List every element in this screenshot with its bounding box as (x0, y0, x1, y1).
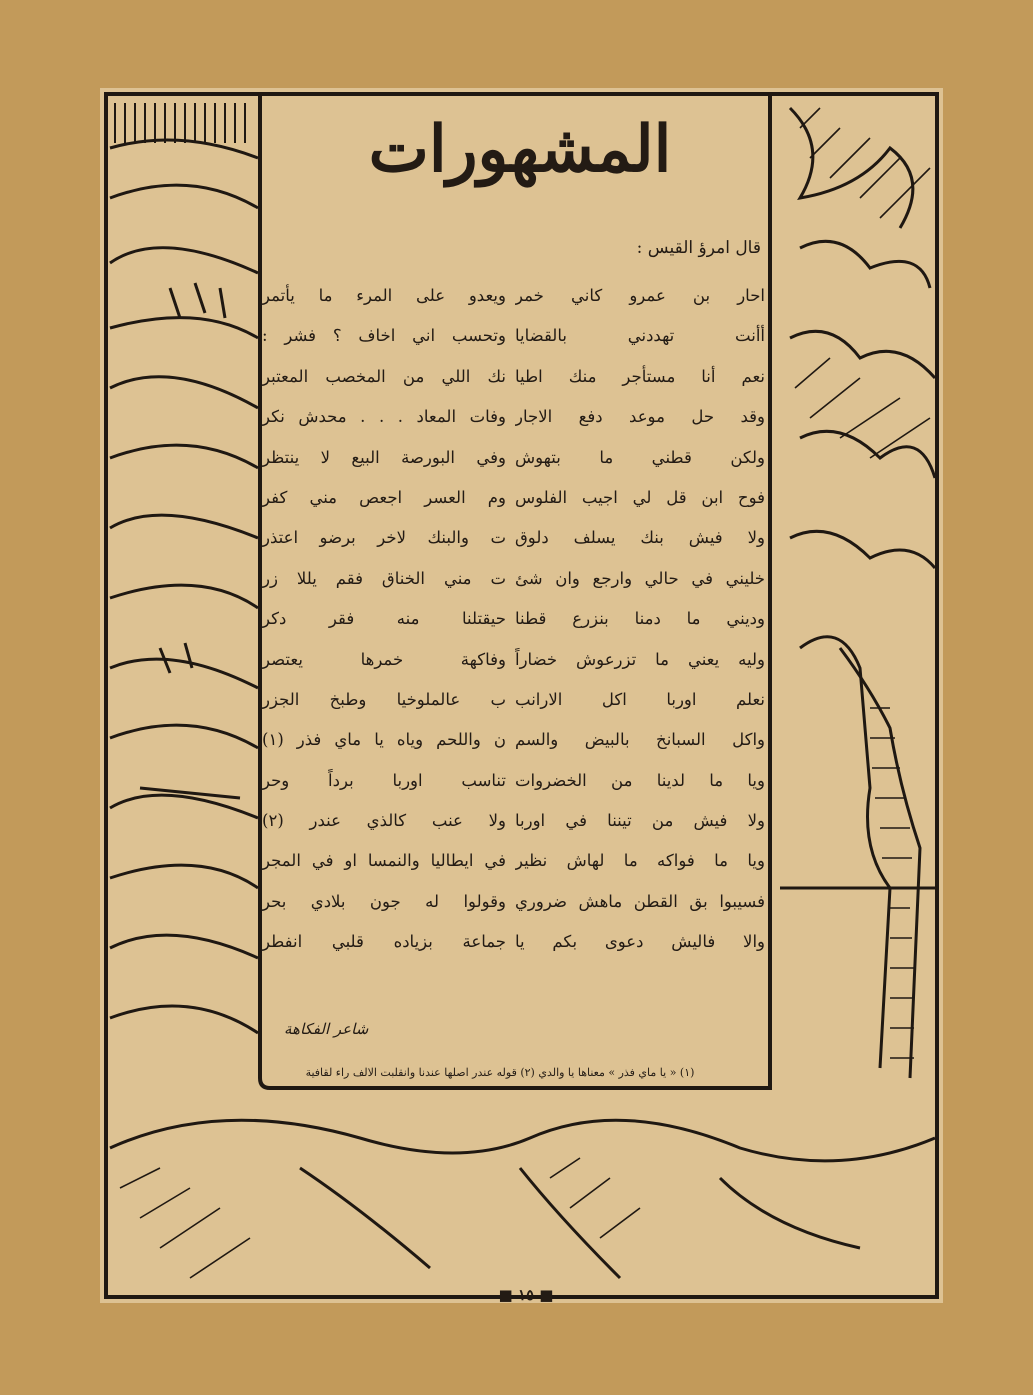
poem-right-column (515, 276, 765, 963)
poem-line: ن واللحم وياه يا ماي فذر (١) (262, 730, 506, 750)
right-tree-illustration (780, 108, 935, 1078)
poem-line: جماعة بزياده قلبي انفطر (262, 932, 506, 952)
poem-line: ولا فيش بنك يسلف دلوق (515, 528, 765, 548)
attribution: قال امرؤ القيس : (636, 238, 761, 258)
poem-line: وفات المعاد . . . محدش نكر (262, 407, 506, 427)
poem-line: احار بن عمرو كاني خمر (515, 286, 765, 305)
poem-line: ب عالملوخيا وطبخ الجزر (262, 689, 506, 709)
poem-line: وم العسر اجعص مني كفر (262, 487, 506, 507)
poem-line: نعم أنا مستأجر منك اطيا (515, 366, 765, 386)
page-number: ■ ١٥ ■ (498, 1286, 554, 1304)
poem-line: نك اللي من المخصب المعتبر (262, 366, 506, 386)
poem-line: وتحسب اني اخاف ؟ فشر : (262, 326, 506, 346)
footnote: (١) « يا ماي فذر » معناها يا والدي (٢) قوله عندر اصلها عندنا وانقلبت الالف راء لقافية (305, 1066, 695, 1079)
poem-line: خليني في حالي وارجع وان شئ (515, 568, 765, 588)
bottom-rocks (110, 1120, 935, 1278)
poem-line: نعلم اوربا اكل الارانب (515, 689, 765, 709)
poem-line: في ايطاليا والنمسا او في المجر (262, 851, 506, 871)
poem-line: ت مني الخناق فقم يللا زر (262, 568, 506, 588)
poem-line: فوح ابن قل لي اجيب الفلوس (515, 487, 765, 507)
poem-line: أأنت تهددني بالقضايا (515, 326, 765, 346)
poem-line: ولا فيش من تيننا في اوربا (515, 811, 765, 831)
poem-line: وديني ما دمنا بنزرع قطنا (515, 609, 765, 629)
poem-line: وقد حل موعد دفع الاجار (515, 407, 765, 427)
page-title: المشهورات (368, 112, 672, 187)
poem-line: ت والبنك لاخر برضو اعتذر (262, 528, 506, 548)
poem-line: حيقتلنا منه فقر دكر (262, 609, 506, 629)
poem-line: ولكن قطني ما بتهوش (515, 447, 765, 467)
poem-line: والا فاليش دعوى بكم يا (515, 932, 765, 952)
poem-line: ويعدو على المرء ما يأتمر (262, 286, 506, 305)
poem-line: تناسب اوربا برداً وحر (262, 770, 506, 790)
poem-line: وفاكهة خمرها يعتصر (262, 649, 506, 669)
poem-line: فسيبوا بق القطن ماهش ضروري (515, 891, 765, 911)
poem-line: ويا ما فواكه ما لهاش نظير (515, 851, 765, 871)
right-hatching (795, 108, 930, 1058)
poem-line: وقولوا له جون بلادي بحر (262, 891, 506, 911)
poem-left-column (262, 276, 506, 963)
poem-line: ويا ما لدينا من الخضروات (515, 770, 765, 790)
poet-signature: شاعر الفكاهة (284, 1020, 369, 1038)
left-stone-column (110, 140, 258, 1033)
poem-line: وليه يعني ما تزرعوش خضاراً (515, 649, 765, 669)
poem-line: واكل السبانخ بالبيض والسم (515, 730, 765, 750)
poem-line: ولا عنب كالذي عندر (٢) (262, 811, 506, 831)
left-hatching (115, 103, 245, 143)
poem-line: وفي البورصة البيع لا ينتظر (262, 447, 506, 467)
